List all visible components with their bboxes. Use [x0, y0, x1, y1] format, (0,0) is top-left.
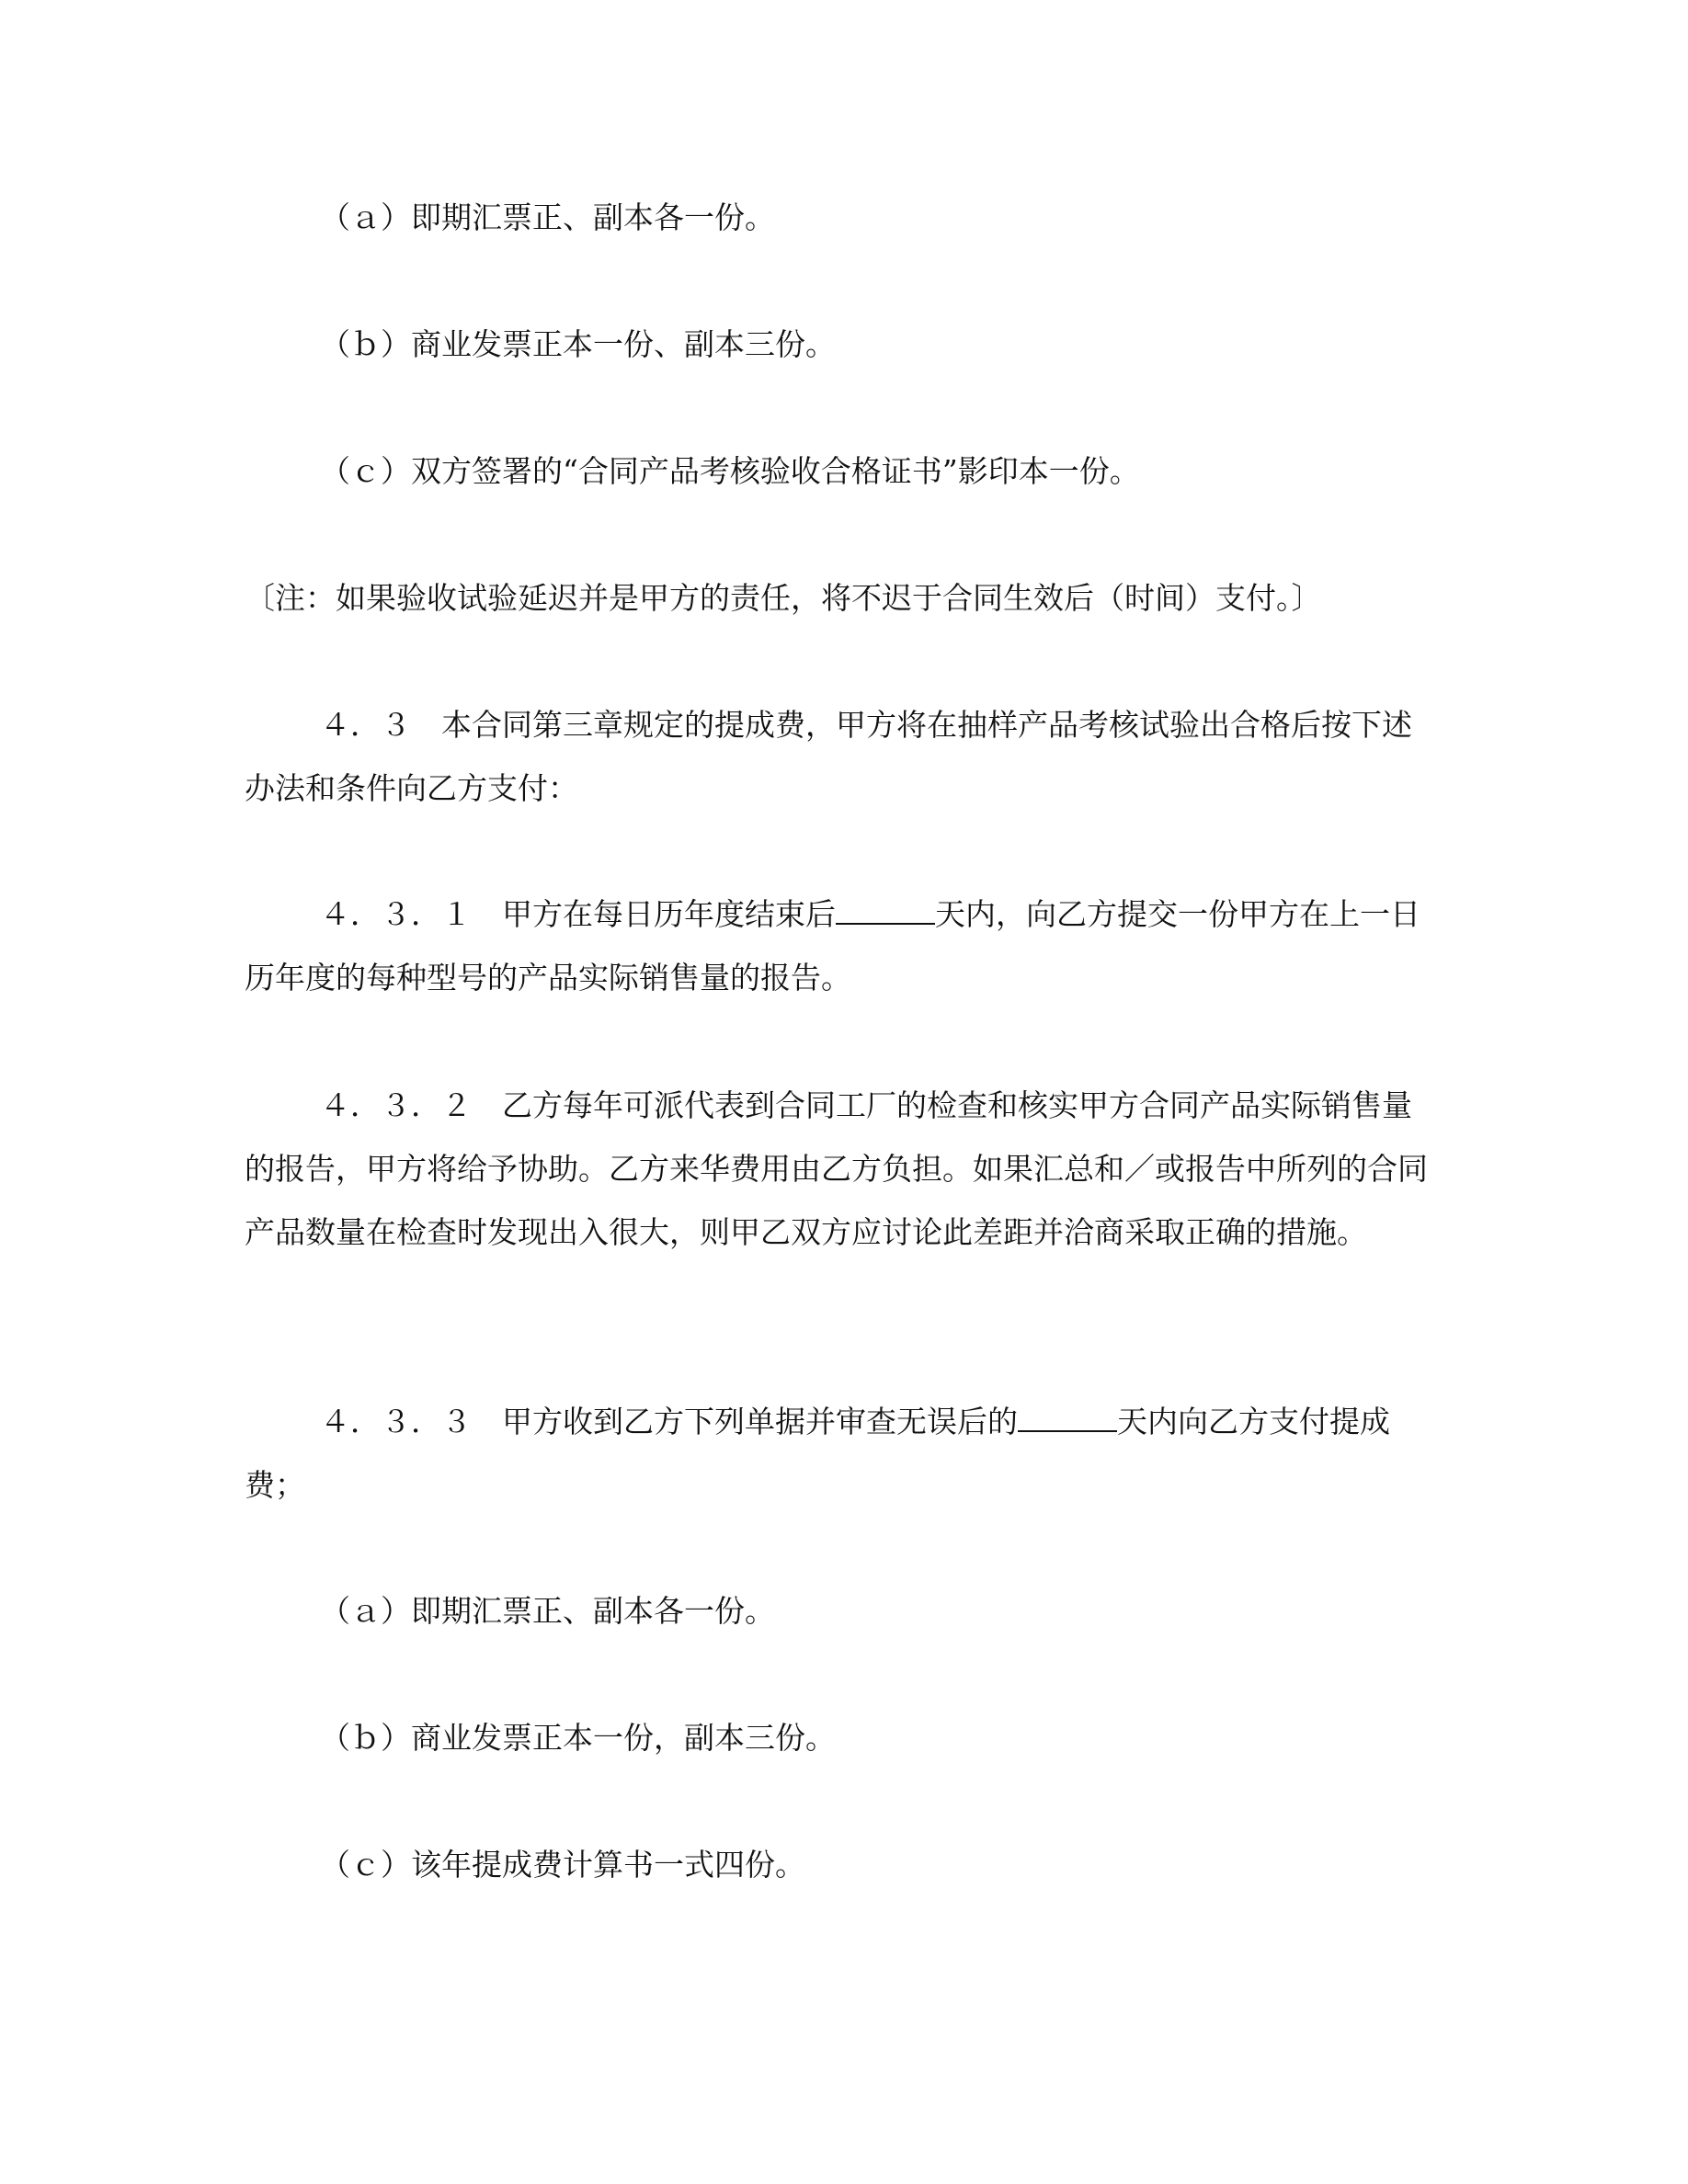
paragraph-4-3: ４．３ 本合同第三章规定的提成费，甲方将在抽样产品考核试验出合格后按下述办法和条件向乙方支付： [245, 707, 1412, 806]
paragraph-4-3-1 [245, 882, 1431, 1009]
paragraph-4-3-2: ４．３．２ 乙方每年可派代表到合同工厂的检查和核实甲方合同产品实际销售量的报告，甲方将给予协助。乙方来华费用由乙方负担。如果汇总和／或报告中所列的合同产品数量在检查时发现出入很大，则甲乙双方应讨论此差距并洽商采取正确的措施。 [245, 1087, 1428, 1250]
paragraph-4-3-3 [245, 1390, 1431, 1517]
paragraph-b-invoice-2: （ｂ）商业发票正本一份，副本三份。 [320, 1720, 836, 1756]
paragraph-4-3-3-tail: 天内向乙方支付提成费； [245, 1404, 1390, 1503]
paragraph-c-calculation: （ｃ）该年提成费计算书一式四份。 [320, 1847, 805, 1883]
paragraph-4-3-1-tail: 天内，向乙方提交一份甲方在上一日历年度的每种型号的产品实际销售量的报告。 [245, 896, 1420, 995]
fill-in-blank-days[interactable] [836, 895, 935, 925]
paragraph-b-invoice: （ｂ）商业发票正本一份、副本三份。 [320, 326, 836, 362]
fill-in-blank-days-2[interactable] [1018, 1403, 1117, 1432]
paragraph-note: 〔注：如果验收试验延迟并是甲方的责任，将不迟于合同生效后（时间）支付。〕 [245, 580, 1322, 616]
paragraph-4-3-1-lead: ４．３．１ 甲方在每日历年度结束后 [320, 896, 836, 932]
paragraph-a-draft: （ａ）即期汇票正、副本各一份。 [320, 199, 775, 235]
paragraph-c-certificate: （ｃ）双方签署的“合同产品考核验收合格证书”影印本一份。 [320, 453, 1140, 489]
paragraph-4-3-3-lead: ４．３．３ 甲方收到乙方下列单据并审查无误后的 [320, 1404, 1018, 1439]
paragraph-a-draft-2: （ａ）即期汇票正、副本各一份。 [320, 1593, 775, 1629]
